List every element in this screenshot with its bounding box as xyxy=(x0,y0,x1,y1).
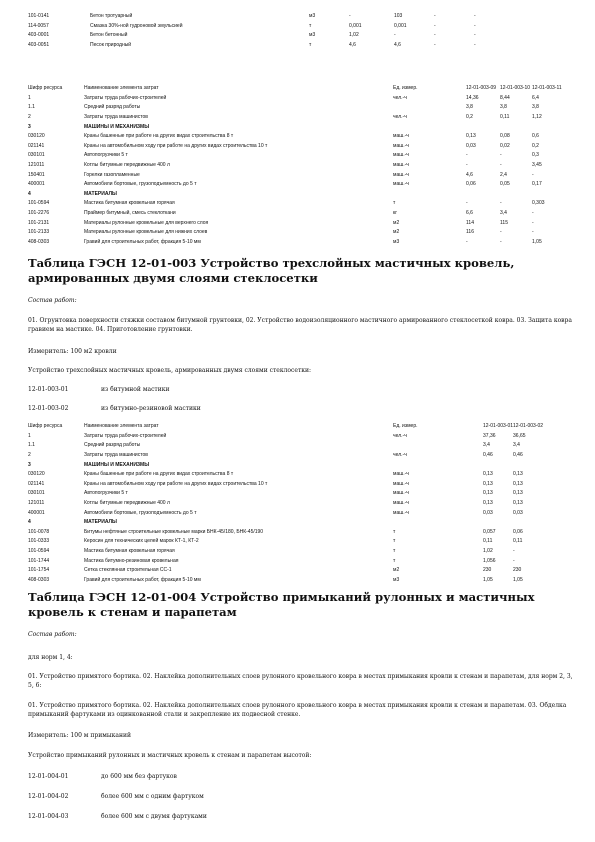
table-cell: 0,13 xyxy=(466,133,476,140)
norm-description: более 600 мм с одним фартуком xyxy=(101,793,204,800)
table-cell: 0,13 xyxy=(483,471,493,478)
table-cell: 408-0303 xyxy=(28,238,50,245)
table-cell: маш.-ч xyxy=(393,162,409,169)
table-cell: Мастика битумно-резиновая кровельная xyxy=(84,557,179,564)
subtitle: Устройство примыканий рулонных и мастичных кровель к стенам и парапетам высотой: xyxy=(28,752,312,759)
table-cell: Горелки газопламенные xyxy=(84,171,140,178)
table-cell: 114 xyxy=(466,219,474,226)
table-cell: Сетка стеклянная строительная СС-1 xyxy=(84,567,172,574)
table-cell: - xyxy=(349,13,351,20)
table-cell: Затраты труда машинистов xyxy=(84,452,148,459)
table-cell: 030120 xyxy=(28,133,45,140)
table-cell: - xyxy=(474,13,476,20)
table-cell: 0,02 xyxy=(500,142,510,149)
table-cell: 0,06 xyxy=(466,181,476,188)
table-cell xyxy=(393,122,466,132)
table-cell: - xyxy=(474,22,476,29)
table-cell: Гравий для строительных работ, фракция 5-10 мм xyxy=(84,576,201,583)
table-row xyxy=(28,576,543,586)
table-cell: Наименование элемента затрат xyxy=(84,85,159,92)
table-cell xyxy=(393,460,483,470)
table-cell: м2 xyxy=(393,567,400,574)
table-title-12-01-003: Таблица ГЭСН 12-01-003 Устройство трехслойных мастичных кровель, армированных двумя слоями стеклосетки xyxy=(28,256,515,285)
table-cell: 2 xyxy=(28,114,31,121)
table-cell: - xyxy=(434,32,436,39)
table-cell xyxy=(248,31,309,41)
table-row xyxy=(28,170,563,180)
table-row xyxy=(28,566,543,576)
table-cell: 4 xyxy=(28,190,31,197)
resource-table-12-01-003-09 xyxy=(28,84,563,247)
table-row xyxy=(28,151,563,161)
table-row xyxy=(28,161,563,171)
table-cell: маш.-ч xyxy=(393,500,409,507)
table-cell: 0,2 xyxy=(466,114,473,121)
table-row xyxy=(28,122,563,132)
table-cell: 1 xyxy=(28,94,31,101)
table-cell: 0,13 xyxy=(483,500,493,507)
table-cell: 0,11 xyxy=(483,538,493,545)
table-cell: 3,8 xyxy=(500,104,507,111)
table-cell: - xyxy=(434,13,436,20)
table-cell xyxy=(500,122,532,132)
table-cell xyxy=(393,441,483,451)
table-row xyxy=(28,528,543,538)
table-cell: 0,13 xyxy=(483,480,493,487)
table-cell xyxy=(483,460,513,470)
table-cell: 0,06 xyxy=(513,528,523,535)
table-cell: 6,6 xyxy=(466,210,473,217)
table-cell: МАТЕРИАЛЫ xyxy=(84,190,117,197)
meter-label: Измеритель: 100 м примыканий xyxy=(28,732,131,739)
table-cell: 3,4 xyxy=(500,210,507,217)
table-cell: 101-0594 xyxy=(28,548,50,555)
table-cell: маш.-ч xyxy=(393,471,409,478)
table-cell: маш.-ч xyxy=(393,509,409,516)
norm-description: из битумно-резиновой мастики xyxy=(101,405,201,412)
table-cell: - xyxy=(513,557,515,564)
table-cell: 408-0303 xyxy=(28,576,50,583)
norm-code: 12-01-003-01 xyxy=(28,386,69,393)
table-cell: 0,13 xyxy=(513,500,523,507)
table-row xyxy=(28,441,543,451)
table-cell: МАШИНЫ И МЕХАНИЗМЫ xyxy=(84,123,150,130)
table-cell: маш.-ч xyxy=(393,181,409,188)
table-cell: м2 xyxy=(393,229,400,236)
table-cell: - xyxy=(500,200,502,207)
table-cell: 403-0051 xyxy=(28,42,50,49)
table-cell: 4 xyxy=(28,519,31,526)
table-row xyxy=(28,132,563,142)
table-cell: - xyxy=(474,32,476,39)
table-cell: 0,13 xyxy=(483,490,493,497)
table-cell: Бетон тротуарный xyxy=(90,13,133,20)
table-cell: т xyxy=(393,557,396,564)
table-cell: 1,05 xyxy=(532,238,542,245)
table-cell: м3 xyxy=(393,576,400,583)
table-cell: 230 xyxy=(513,567,522,574)
table-cell: Затраты труда рабочих-строителей xyxy=(84,432,167,439)
table-row xyxy=(28,480,543,490)
table-cell: Мастика битумная кровельная горячая xyxy=(84,200,175,207)
table-cell: 103 xyxy=(394,13,403,20)
table-cell: 0,001 xyxy=(394,22,407,29)
norm-code: 12-01-004-01 xyxy=(28,773,69,780)
norm-description: до 600 мм без фартуков xyxy=(101,773,177,780)
table-cell xyxy=(466,190,500,200)
table-cell: 1,05 xyxy=(513,576,523,583)
table-cell xyxy=(532,122,563,132)
table-cell: 0,13 xyxy=(513,471,523,478)
norm-description: более 600 мм с двумя фартуками xyxy=(101,813,207,820)
table-row xyxy=(28,489,543,499)
table-cell: чел.-ч xyxy=(393,114,407,121)
table-cell: маш.-ч xyxy=(393,171,409,178)
table-row xyxy=(28,218,563,228)
table-cell: 37,36 xyxy=(483,432,496,439)
table-cell: Краны башенные при работе на других видах строительства 8 т xyxy=(84,471,234,478)
table-row xyxy=(28,31,528,41)
table-cell: Краны на автомобильном ходу при работе на других видах строительства 10 т xyxy=(84,142,268,149)
table-cell: 1,12 xyxy=(532,114,542,121)
table-cell xyxy=(513,518,543,528)
table-cell xyxy=(532,190,563,200)
works-label: Состав работ: xyxy=(28,631,77,638)
table-cell: 0,11 xyxy=(500,114,510,121)
table-cell: 4,6 xyxy=(466,171,473,178)
table-cell: маш.-ч xyxy=(393,152,409,159)
table-cell: 1.1 xyxy=(28,104,35,111)
table-row xyxy=(28,547,543,557)
table-cell xyxy=(248,12,309,22)
table-cell: 121011 xyxy=(28,162,45,169)
table-cell: 403-0001 xyxy=(28,32,50,39)
table-cell: м3 xyxy=(393,238,400,245)
works-description-2: 01. Устройство примятого бортика. 02. Наклейка дополнительных слоев рулонного кровельного ковра в местах примыкания кровли к стенам и парапетам. 03. Обделка примыканий фартуками из оцинкованной стали и закрепление их подвесной стенке. xyxy=(28,702,567,718)
table-cell: - xyxy=(500,152,502,159)
table-cell: 3,4 xyxy=(483,442,490,449)
table-cell: - xyxy=(466,152,468,159)
table-row xyxy=(28,199,563,209)
table-cell: Шифр ресурса xyxy=(28,85,63,92)
table-cell: Праймер битумный, смесь стеклоткани xyxy=(84,210,176,217)
table-cell: т xyxy=(393,528,396,535)
table-cell: маш.-ч xyxy=(393,490,409,497)
table-cell: т xyxy=(393,200,396,207)
table-cell: Краны башенные при работе на других видах строительства 8 т xyxy=(84,133,234,140)
table-cell: 3,8 xyxy=(532,104,539,111)
table-cell: 3 xyxy=(28,461,31,468)
table-cell: 0,001 xyxy=(349,22,362,29)
table-cell: - xyxy=(500,162,502,169)
table-cell: 0,46 xyxy=(483,452,493,459)
meter-label: Измеритель: 100 м2 кровли xyxy=(28,348,117,355)
works-label: Состав работ: xyxy=(28,297,77,304)
table-cell: 0,05 xyxy=(500,181,510,188)
table-row xyxy=(28,94,563,104)
table-row xyxy=(28,228,563,238)
table-cell: 0,057 xyxy=(483,528,496,535)
table-cell: 0,3 xyxy=(532,152,539,159)
table-cell: 3,8 xyxy=(466,104,473,111)
table-cell: 2 xyxy=(28,452,31,459)
table-cell: 12-01-003-02 xyxy=(513,423,543,430)
table-cell: 0,03 xyxy=(513,509,523,516)
table-cell: 3,4 xyxy=(513,442,520,449)
table-cell xyxy=(500,190,532,200)
table-cell: 116 xyxy=(466,229,474,236)
table-title-12-01-004: Таблица ГЭСН 12-01-004 Устройство примыканий рулонных и мастичных кровель к стенам и парапетам xyxy=(28,590,535,619)
resource-table-12-01-003 xyxy=(28,422,543,585)
table-cell: Материалы рулонные кровельные для нижних слоев xyxy=(84,229,208,236)
table-cell: - xyxy=(532,219,534,226)
table-cell: т xyxy=(309,22,312,29)
table-cell: - xyxy=(474,42,476,49)
table-cell: 4,6 xyxy=(394,42,401,49)
table-cell: 030101 xyxy=(28,152,45,159)
table-cell xyxy=(483,518,513,528)
table-cell: 1,02 xyxy=(483,548,493,555)
table-cell: 400001 xyxy=(28,181,45,188)
table-cell: Ед. измер. xyxy=(393,85,418,92)
table-row xyxy=(28,556,543,566)
table-row xyxy=(28,238,563,248)
table-cell: 1.1 xyxy=(28,442,35,449)
table-cell: 0,11 xyxy=(513,538,523,545)
table-cell: 121011 xyxy=(28,500,45,507)
norm-description: из битумной мастики xyxy=(101,386,170,393)
table-cell: 030101 xyxy=(28,490,45,497)
table-cell: - xyxy=(500,229,502,236)
table-cell: Наименование элемента затрат xyxy=(84,423,159,430)
table-row xyxy=(28,103,563,113)
table-row xyxy=(28,209,563,219)
table-cell: 101-2276 xyxy=(28,210,50,217)
table-cell: маш.-ч xyxy=(393,142,409,149)
table-cell: - xyxy=(500,238,502,245)
table-cell: м3 xyxy=(309,32,316,39)
table-row xyxy=(28,190,563,200)
table-cell: 021141 xyxy=(28,480,45,487)
table-cell: 1,056 xyxy=(483,557,496,564)
table-cell: т xyxy=(393,538,396,545)
table-cell: МАШИНЫ И МЕХАНИЗМЫ xyxy=(84,461,150,468)
table-row xyxy=(28,41,528,51)
table-cell: маш.-ч xyxy=(393,133,409,140)
table-cell: 12-01-003-11 xyxy=(532,85,562,92)
table-row xyxy=(28,432,543,442)
table-cell: 230 xyxy=(483,567,492,574)
table-cell: Песок природный xyxy=(90,42,132,49)
table-cell: 0,03 xyxy=(483,509,493,516)
table-cell: Котлы битумные передвижные 400 л xyxy=(84,162,170,169)
works-description: 01. Устройство примятого бортика. 02. Наклейка дополнительных слоев рулонного кровельного ковра в местах примыкания кровли к стенам и парапетам, для норм 2, 3, 5, 6: xyxy=(28,673,573,689)
table-cell: - xyxy=(532,171,534,178)
table-cell: 12-01-003-01 xyxy=(483,423,513,430)
table-cell xyxy=(513,460,543,470)
table-cell: - xyxy=(513,548,515,555)
table-cell: 021141 xyxy=(28,142,45,149)
table-cell xyxy=(248,22,309,32)
table-row xyxy=(28,451,543,461)
norm-code: 12-01-004-02 xyxy=(28,793,69,800)
table-row xyxy=(28,12,528,22)
table-row xyxy=(28,460,543,470)
table-cell: 101-1754 xyxy=(28,567,50,574)
table-row xyxy=(28,113,563,123)
table-cell: 0,17 xyxy=(532,181,542,188)
table-cell: Средний разряд работы xyxy=(84,442,141,449)
table-cell: Автомобили бортовые, грузоподъемность до 5 т xyxy=(84,509,197,516)
table-cell: 0,13 xyxy=(513,480,523,487)
table-cell xyxy=(393,190,466,200)
table-cell: 36,65 xyxy=(513,432,526,439)
table-cell: 115 xyxy=(500,219,508,226)
table-cell: м2 xyxy=(393,219,400,226)
table-cell: маш.-ч xyxy=(393,480,409,487)
subtitle: Устройство трехслойных мастичных кровель, армированных двумя слоями стеклосетки: xyxy=(28,367,312,374)
table-cell: Смазка 30%-ной гудроновой эмульсией xyxy=(90,22,183,29)
table-cell: - xyxy=(394,32,396,39)
table-cell: чел.-ч xyxy=(393,452,407,459)
table-row xyxy=(28,537,543,547)
table-cell: 0,13 xyxy=(513,490,523,497)
table-cell: 3 xyxy=(28,123,31,130)
table-cell: 2,4 xyxy=(500,171,507,178)
table-cell: Котлы битумные передвижные 400 л xyxy=(84,500,170,507)
table-cell: 3,45 xyxy=(532,162,542,169)
table-row xyxy=(28,499,543,509)
table-row xyxy=(28,22,528,32)
table-cell: - xyxy=(466,200,468,207)
table-cell: 0,08 xyxy=(500,133,510,140)
table-cell: Битумы нефтяные строительные кровельные марки БНК-45/180, БНК-45/190 xyxy=(84,528,264,535)
table-row xyxy=(28,518,543,528)
table-cell: 0,6 xyxy=(532,133,539,140)
table-row xyxy=(28,470,543,480)
table-cell: Автопогрузчики 5 т xyxy=(84,152,128,159)
table-cell: Мастика битумная кровельная горячая xyxy=(84,548,175,555)
table-cell: 1,02 xyxy=(349,32,359,39)
table-row xyxy=(28,180,563,190)
table-cell: чел.-ч xyxy=(393,94,407,101)
table-cell: чел.-ч xyxy=(393,432,407,439)
table-cell: - xyxy=(532,229,534,236)
table-cell: 0,303 xyxy=(532,200,545,207)
table-cell: 101-0333 xyxy=(28,538,50,545)
table-cell: Затраты труда рабочих-строителей xyxy=(84,94,167,101)
table-cell: - xyxy=(532,210,534,217)
table-cell: 030120 xyxy=(28,471,45,478)
table-cell: Автомобили бортовые, грузоподъемность до 5 т xyxy=(84,181,197,188)
norm-code: 12-01-003-02 xyxy=(28,405,69,412)
table-cell: 6,4 xyxy=(532,94,539,101)
table-cell: - xyxy=(466,238,468,245)
table-cell: 0,2 xyxy=(532,142,539,149)
table-cell: Затраты труда машинистов xyxy=(84,114,148,121)
table-cell xyxy=(466,122,500,132)
table-cell xyxy=(393,518,483,528)
table-cell: 101-1744 xyxy=(28,557,50,564)
table-header-row xyxy=(28,422,543,432)
table-cell: 0,46 xyxy=(513,452,523,459)
norm-code: 12-01-004-03 xyxy=(28,813,69,820)
table-cell: МАТЕРИАЛЫ xyxy=(84,519,117,526)
resource-table-continuation xyxy=(28,12,528,50)
table-cell: Шифр ресурса xyxy=(28,423,63,430)
table-cell: 101-2133 xyxy=(28,229,50,236)
table-row xyxy=(28,508,543,518)
table-cell: 101-0594 xyxy=(28,200,50,207)
table-cell: Материалы рулонные кровельные для верхнего слоя xyxy=(84,219,209,226)
table-cell: Автопогрузчики 5 т xyxy=(84,490,128,497)
table-cell: Краны на автомобильном ходу при работе на других видах строительства 10 т xyxy=(84,480,268,487)
norm-applicability: для норм 1, 4: xyxy=(28,654,73,661)
table-cell: кг xyxy=(393,210,398,217)
table-header-row xyxy=(28,84,563,94)
table-cell: 1,05 xyxy=(483,576,493,583)
table-cell: 12-01-003-10 xyxy=(500,85,531,92)
table-cell: 4,6 xyxy=(349,42,356,49)
table-cell: Ед. измер. xyxy=(393,423,418,430)
table-cell: - xyxy=(434,42,436,49)
table-cell: - xyxy=(434,22,436,29)
table-cell: 0,03 xyxy=(466,142,476,149)
table-cell: 14,36 xyxy=(466,94,479,101)
table-cell: т xyxy=(393,548,396,555)
table-cell: 12-01-003-09 xyxy=(466,85,497,92)
table-cell: Средний разряд работы xyxy=(84,104,141,111)
table-row xyxy=(28,142,563,152)
table-cell: 1 xyxy=(28,432,31,439)
table-cell: 150401 xyxy=(28,171,45,178)
table-cell: 101-0141 xyxy=(28,13,50,20)
table-cell: т xyxy=(309,42,312,49)
table-cell: Гравий для строительных работ, фракция 5-10 мм xyxy=(84,238,201,245)
table-cell xyxy=(393,103,466,113)
table-cell: Керосин для технических целей марок КТ-1, КТ-2 xyxy=(84,538,199,545)
table-cell: 101-0078 xyxy=(28,528,50,535)
table-cell: 400001 xyxy=(28,509,45,516)
table-cell: Бетон бетонный xyxy=(90,32,128,39)
table-cell xyxy=(248,41,309,51)
table-cell: 8,44 xyxy=(500,94,510,101)
table-cell: 114-0057 xyxy=(28,22,49,29)
table-cell: м3 xyxy=(309,13,316,20)
table-cell: 101-2131 xyxy=(28,219,50,226)
table-cell: - xyxy=(466,162,468,169)
works-description: 01. Огрунтовка поверхности стяжки составом битумной грунтовки, 02. Устройство водоизоляционного мастичного армированного стеклосеткой ковра. 03. Защита ковра гравием на мастике. 04. Приготовление грунтовки. xyxy=(28,317,572,333)
